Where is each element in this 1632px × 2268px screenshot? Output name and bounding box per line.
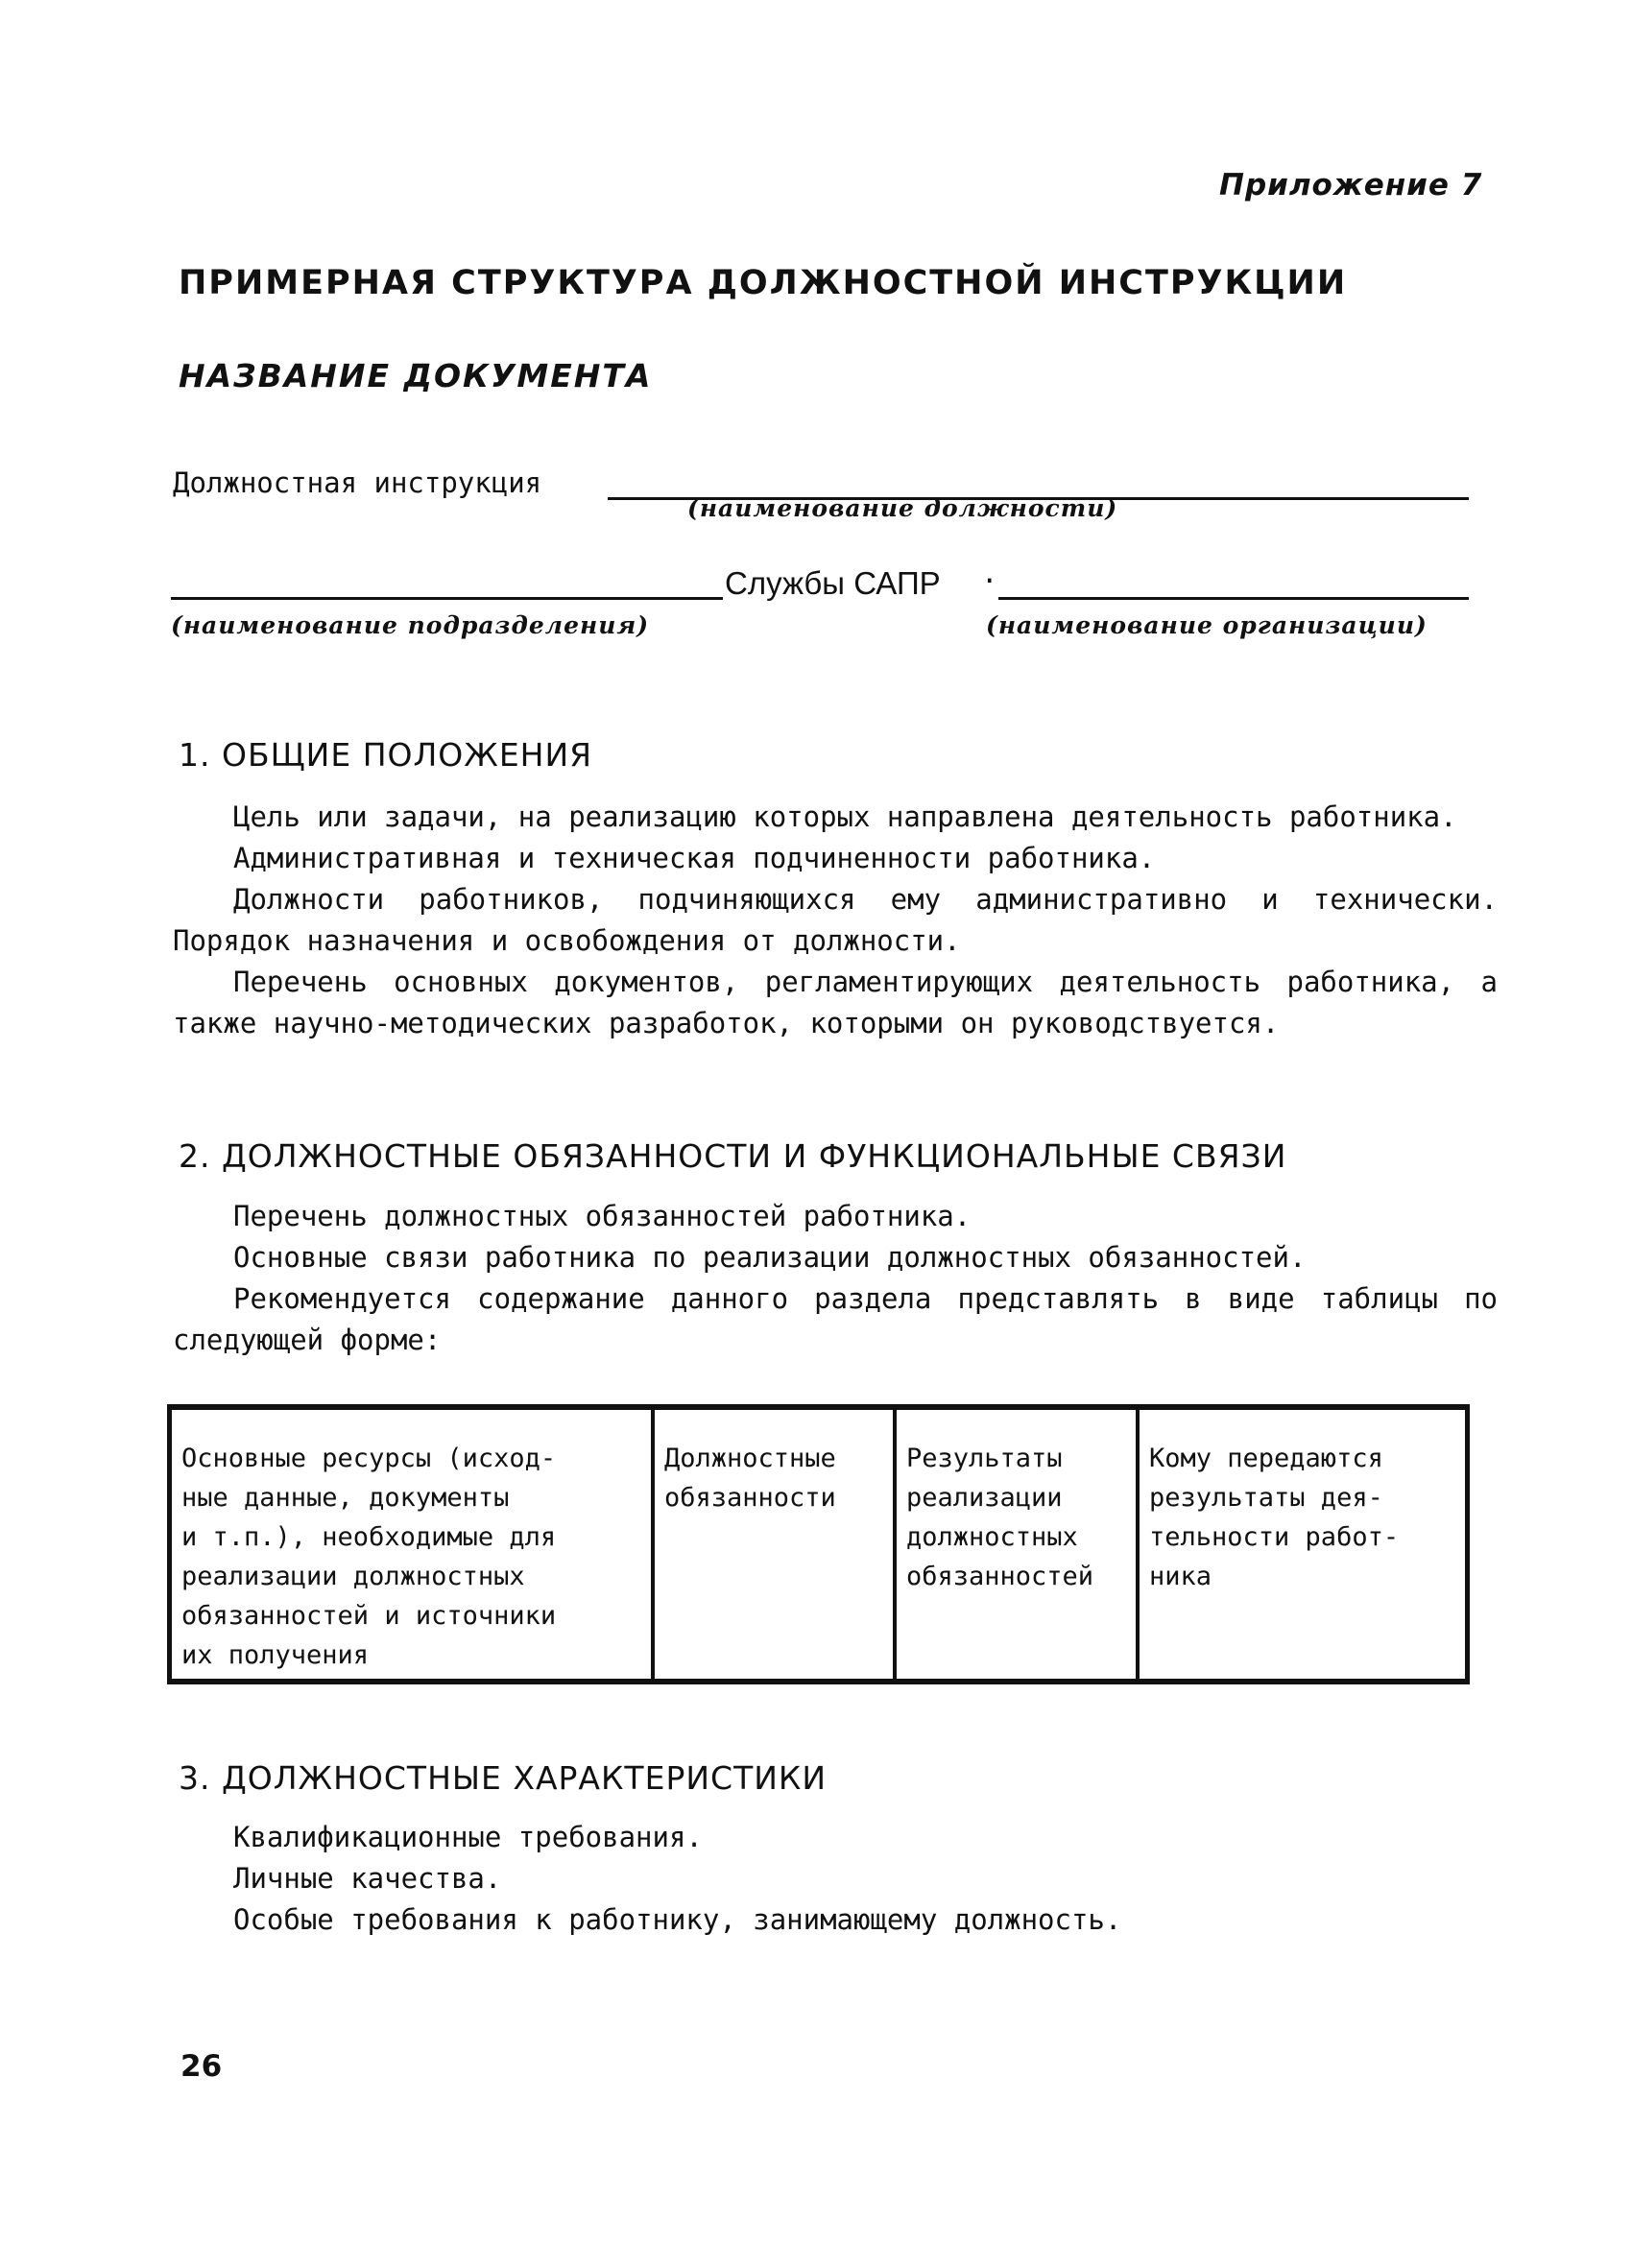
paragraph: Административная и техническая подчиненности работника. bbox=[233, 842, 1156, 874]
service-label: Службы САПР bbox=[725, 565, 941, 601]
paragraph: Должности работников, подчиняющихся ему административно и технически. Порядок назначения и освобождения от должности. bbox=[173, 883, 1498, 957]
page-title: ПРИМЕРНАЯ СТРУКТУРА ДОЛЖНОСТНОЙ ИНСТРУКЦИИ bbox=[179, 264, 1348, 302]
organization-fill-line bbox=[998, 597, 1469, 600]
dot-separator: · bbox=[981, 564, 998, 597]
paragraph: Перечень должностных обязанностей работника. bbox=[233, 1200, 972, 1232]
table-header-resources: Основные ресурсы (исход- ные данные, документы и т.п.), необходимые для реализации должностных обязанностей и источники их получения bbox=[172, 1410, 655, 1679]
instruction-label: Должностная инструкция bbox=[173, 466, 542, 499]
section-1-heading: 1. ОБЩИЕ ПОЛОЖЕНИЯ bbox=[179, 736, 593, 774]
section-2-body bbox=[173, 1196, 1498, 1361]
paragraph: Основные связи работника по реализации должностных обязанностей. bbox=[233, 1241, 1307, 1274]
section-3-body bbox=[173, 1817, 1498, 1941]
table-header-recipients: Кому передаются результаты дея- тельности работ- ника bbox=[1149, 1444, 1400, 1591]
section-2-heading: 2. ДОЛЖНОСТНЫЕ ОБЯЗАННОСТИ И ФУНКЦИОНАЛЬНЫЕ СВЯЗИ bbox=[179, 1137, 1287, 1175]
table-header-results: Результаты реализации должностных обязанностей bbox=[897, 1410, 1140, 1679]
paragraph: Особые требования к работнику, занимающему должность. bbox=[233, 1903, 1122, 1936]
appendix-label: Приложение 7 bbox=[1219, 168, 1483, 203]
position-caption: (наименование должности) bbox=[687, 494, 1118, 522]
department-caption: (наименование подразделения) bbox=[171, 611, 650, 639]
page-number: 26 bbox=[180, 2049, 223, 2084]
document-name-heading: НАЗВАНИЕ ДОКУМЕНТА bbox=[179, 357, 653, 394]
paragraph: Цель или задачи, на реализацию которых направлена деятельность работника. bbox=[233, 800, 1457, 833]
section-1-body bbox=[173, 797, 1498, 1044]
responsibilities-table bbox=[167, 1404, 1470, 1684]
organization-caption: (наименование организации) bbox=[986, 611, 1428, 639]
paragraph: Рекомендуется содержание данного раздела представлять в виде таблицы по следующей форме: bbox=[173, 1282, 1498, 1356]
paragraph: Личные качества. bbox=[233, 1862, 502, 1895]
paragraph: Перечень основных документов, регламентирующих деятельность работника, а также научно-методических разработок, которыми он руководствуется. bbox=[173, 966, 1498, 1039]
section-3-heading: 3. ДОЛЖНОСТНЫЕ ХАРАКТЕРИСТИКИ bbox=[179, 1759, 828, 1797]
paragraph: Квалификационные требования. bbox=[233, 1821, 703, 1853]
department-fill-line bbox=[171, 597, 723, 600]
table-header-duties: Должностные обязанности bbox=[655, 1410, 897, 1679]
